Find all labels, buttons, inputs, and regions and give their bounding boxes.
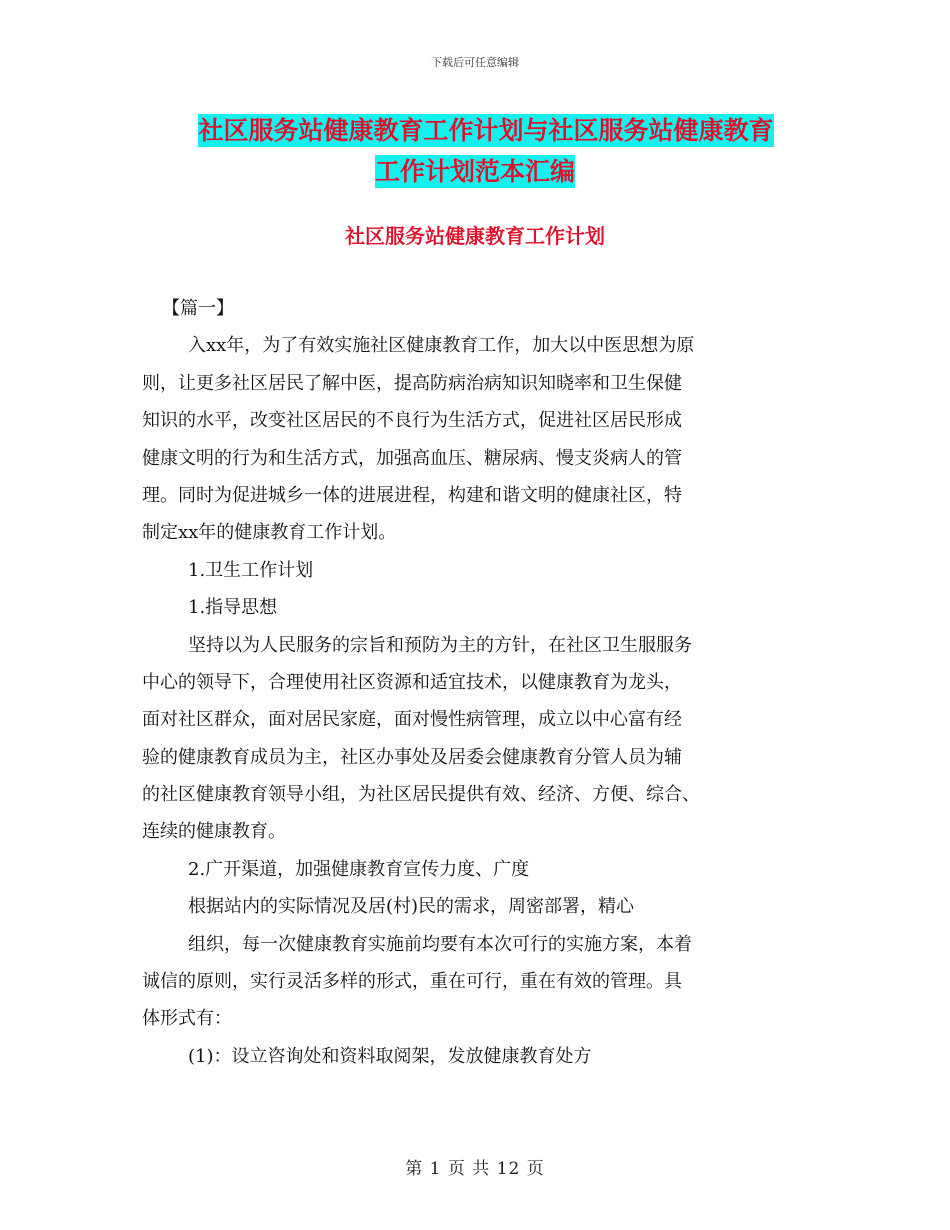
document-title-line-2 — [0, 157, 950, 187]
paragraph-line: 体形式有： — [142, 1008, 232, 1030]
title-highlight: 工作计划范本汇编 — [374, 157, 575, 186]
paragraph-line: 连续的健康教育。 — [142, 821, 286, 843]
paragraph-line: 诚信的原则，实行灵活多样的形式，重在可行，重在有效的管理。具 — [142, 971, 682, 993]
header-note: 下载后可任意编辑 — [431, 56, 519, 69]
paragraph-line: 坚持以为人民服务的宗旨和预防为主的方针，在社区卫生服服务 — [188, 634, 692, 656]
paragraph-line: 1.卫生工作计划 — [188, 559, 314, 581]
title-highlight: 社区服务站健康教育工作计划与社区服务站健康教育 — [198, 116, 774, 145]
paragraph-line: 组织，每一次健康教育实施前均要有本次可行的实施方案，本着 — [188, 933, 692, 955]
section-title: 社区服务站健康教育工作计划 — [345, 224, 605, 248]
paragraph-line: 入xx年，为了有效实施社区健康教育工作，加大以中医思想为原 — [188, 335, 695, 357]
paragraph-line: 验的健康教育成员为主，社区办事处及居委会健康教育分管人员为辅 — [142, 746, 682, 768]
page-footer: 第 1 页 共 12 页 — [405, 1159, 545, 1179]
paragraph-line: 的社区健康教育领导小组，为社区居民提供有效、经济、方便、综合、 — [142, 784, 700, 806]
paragraph-line: 【篇一】 — [162, 298, 234, 319]
paragraph-line: 则，让更多社区居民了解中医，提高防病治病知识知晓率和卫生保健 — [142, 372, 682, 394]
paragraph-line: 2.广开渠道，加强健康教育宣传力度、广度 — [188, 858, 530, 880]
paragraph-line: 健康文明的行为和生活方式，加强高血压、糖尿病、慢支炎病人的管 — [142, 447, 682, 469]
paragraph-line: 根据站内的实际情况及居(村)民的需求，周密部署，精心 — [188, 896, 635, 918]
body-text — [142, 290, 814, 1075]
paragraph-line: 面对社区群众，面对居民家庭，面对慢性病管理，成立以中心富有经 — [142, 709, 682, 731]
paragraph-line: 理。同时为促进城乡一体的进展进程，构建和谐文明的健康社区，特 — [142, 484, 682, 506]
paragraph-line: (1)：设立咨询处和资料取阅架，发放健康教育处方 — [188, 1045, 592, 1067]
paragraph-line: 中心的领导下，合理使用社区资源和适宜技术，以健康教育为龙头， — [142, 671, 682, 693]
paragraph-line: 知识的水平，改变社区居民的不良行为生活方式，促进社区居民形成 — [142, 410, 682, 432]
paragraph-line: 1.指导思想 — [188, 597, 278, 619]
document-title-line-1 — [0, 116, 950, 146]
paragraph-line: 制定xx年的健康教育工作计划。 — [142, 522, 397, 544]
